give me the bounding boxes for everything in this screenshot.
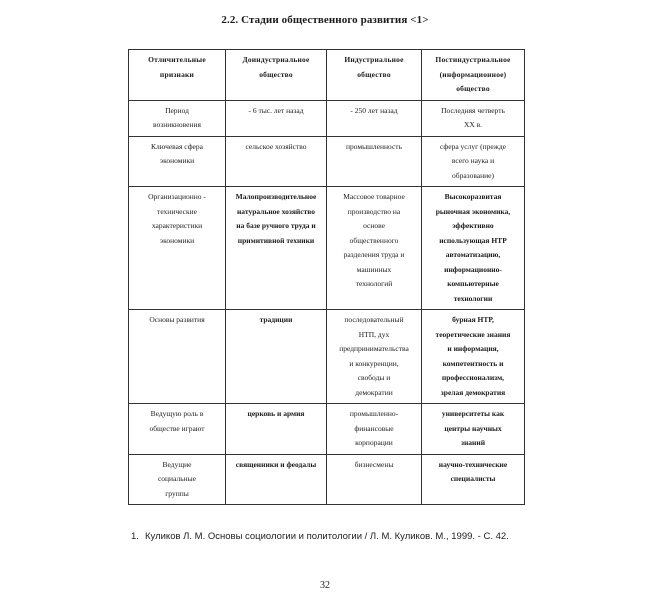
cell-line: образование) [452, 170, 494, 180]
cell-line: Период [165, 105, 189, 115]
cell-line: производство на [347, 206, 401, 216]
table-cell [422, 454, 525, 505]
table-header-row [129, 50, 525, 101]
cell-line: университеты как [441, 409, 505, 418]
footnote [131, 531, 525, 543]
cell-line: общество [357, 69, 391, 79]
cell-line: - 250 лет назад [350, 105, 398, 115]
table-cell [226, 136, 327, 187]
table-cell [226, 100, 327, 136]
cell-line: натуральное хозяйство [236, 206, 316, 216]
table-row [129, 454, 525, 505]
cell-line: Массовое товарное [343, 192, 405, 201]
cell-line: технологии [453, 293, 493, 303]
cell-line: компьютерные [447, 279, 499, 288]
cell-line: информационно- [444, 264, 502, 274]
cell-line: рыночная экономика, [435, 206, 511, 216]
cell-line: экономики [159, 235, 195, 245]
cell-line: машинных [356, 264, 392, 274]
cell-line: Высокоразвитая [444, 192, 502, 201]
cell-line: предпринимательства [339, 344, 409, 353]
cell-line: общество [456, 84, 490, 93]
cell-line: Последняя четверть [441, 105, 505, 115]
cell-line: разделения труда и [343, 250, 405, 259]
cell-line: сфера услуг (прежде [439, 141, 506, 151]
cell-line: Организационно - [148, 192, 206, 201]
table-cell [226, 404, 327, 455]
table-cell [129, 404, 226, 455]
cell-line: экономики [159, 156, 195, 165]
cell-line: Доиндустриальное [242, 55, 310, 64]
cell-line: Ведущую роль в [150, 409, 204, 418]
cell-line: Отличительные [148, 55, 206, 64]
table-cell [226, 310, 327, 404]
stages-table [128, 49, 525, 505]
cell-line: признаки [159, 69, 195, 79]
table-cell [129, 187, 226, 310]
table-cell [422, 187, 525, 310]
table-cell [226, 50, 327, 101]
cell-line: промышленность [346, 141, 402, 151]
cell-line: технические [157, 206, 197, 216]
cell-line: автоматизацию, [445, 250, 501, 259]
cell-line: общественного [349, 235, 399, 245]
cell-line: зрелая демократия [440, 387, 506, 397]
table-cell [327, 404, 422, 455]
cell-line: традиции [259, 315, 293, 324]
stages-table-body [129, 50, 525, 505]
cell-line: обществе играют [149, 423, 205, 433]
page-title: 2.2. Стадии общественного развития <1> [221, 14, 429, 26]
cell-line: специалисты [450, 474, 496, 483]
table-row [129, 310, 525, 404]
table-cell [422, 100, 525, 136]
table-cell [422, 310, 525, 404]
cell-line: ХХ в. [463, 120, 483, 129]
cell-line: священники и феодалы [235, 459, 317, 469]
cell-line: промышленно- [349, 409, 399, 418]
cell-line: эффективно [452, 221, 494, 230]
cell-line: и конкуренции, [349, 358, 399, 368]
footnote-text: Куликов Л. М. Основы социологии и политологии / Л. М. Куликов. М., 1999. - С. 42. [145, 531, 509, 542]
cell-line: корпорации [355, 438, 393, 447]
cell-line: теоретические знания [435, 329, 511, 339]
page-number: 32 [320, 580, 330, 591]
cell-line: группы [165, 488, 189, 498]
cell-line: социальные [157, 474, 197, 483]
cell-line: научно-технические [438, 459, 508, 469]
cell-line: основе [363, 221, 385, 230]
table-row [129, 187, 525, 310]
cell-line: Индустриальное [344, 55, 404, 64]
table-cell [129, 50, 226, 101]
cell-line: примитивной техники [237, 235, 315, 245]
cell-line: всего наука и [451, 156, 495, 165]
table-cell [226, 454, 327, 505]
table-cell [422, 404, 525, 455]
table-cell [327, 136, 422, 187]
cell-line: НТП, дух [358, 329, 390, 339]
table-cell [422, 50, 525, 101]
cell-line: центры научных [444, 423, 502, 433]
cell-line: на базе ручного труда и [236, 221, 316, 230]
table-cell [327, 100, 422, 136]
cell-line: и информация, [447, 344, 499, 353]
cell-line: бизнесмены [354, 459, 394, 469]
cell-line: технологий [355, 279, 393, 288]
cell-line: бурная НТР, [452, 315, 494, 324]
table-cell [327, 187, 422, 310]
cell-line: Ключевая сфера [151, 141, 203, 151]
cell-line: - 6 тыс. лет назад [248, 105, 304, 115]
cell-line: сельское хозяйство [245, 141, 307, 151]
table-cell [129, 136, 226, 187]
table-cell [422, 136, 525, 187]
cell-line: возникновения [153, 120, 201, 129]
cell-line: церковь и армия [247, 409, 305, 418]
footnote-number: 1. [131, 531, 139, 542]
cell-line: демократии [355, 387, 393, 397]
cell-line: общество [259, 69, 293, 79]
cell-line: финансовые [354, 423, 394, 433]
table-cell [129, 454, 226, 505]
cell-line: последовательный [344, 315, 404, 324]
table-row [129, 136, 525, 187]
cell-line: Основы развития [149, 315, 205, 324]
table-cell [226, 187, 327, 310]
table-row [129, 100, 525, 136]
cell-line: характеристики [151, 221, 203, 230]
cell-line: использующая НТР [439, 235, 507, 245]
table-cell [129, 310, 226, 404]
cell-line: Малопроизводительное [235, 192, 317, 201]
cell-line: свободы и [357, 373, 391, 382]
cell-line: (информационное) [439, 69, 507, 79]
cell-line: Постиндустриальное [435, 55, 511, 64]
table-cell [327, 50, 422, 101]
cell-line: Ведущие [162, 459, 192, 469]
table-row [129, 404, 525, 455]
cell-line: знаний [460, 438, 486, 447]
cell-line: компетентность и [442, 358, 504, 368]
table-cell [327, 454, 422, 505]
cell-line: профессионализм, [441, 373, 505, 382]
table-cell [327, 310, 422, 404]
table-cell [129, 100, 226, 136]
